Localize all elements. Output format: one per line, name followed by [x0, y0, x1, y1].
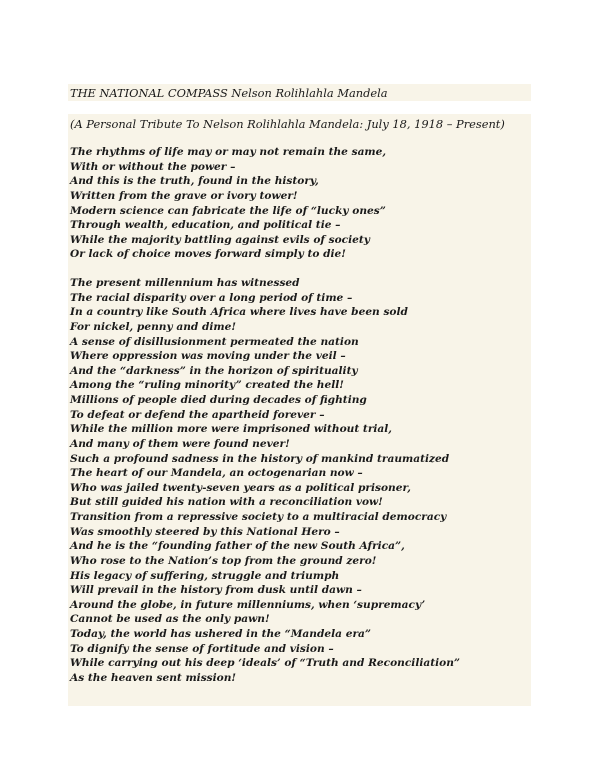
poem-line: And many of them were found never! [70, 437, 290, 450]
poem-line: And he is the “founding father of the new South Africa”, [70, 540, 405, 553]
poem-line: Where oppression was moving under the veil – [70, 350, 346, 363]
poem-line: Cannot be used as the only pawn! [70, 613, 270, 626]
poem-line: Such a profound sadness in the history of mankind traumatized [70, 452, 450, 465]
poem-title: THE NATIONAL COMPASS Nelson Rolihlahla Mandela [70, 86, 388, 100]
poem-line: Written from the grave or ivory tower! [70, 189, 298, 202]
poem-line: And the “darkness” in the horizon of spirituality [70, 364, 358, 377]
poem-line: Who was jailed twenty-seven years as a political prisoner, [70, 481, 411, 494]
poem-line: While carrying out his deep ‘ideals’ of “Truth and Reconciliation” [70, 657, 461, 670]
poem-line: To dignify the sense of fortitude and vision – [70, 642, 334, 655]
poem-line: And this is the truth, found in the history, [70, 175, 319, 188]
poem-line: Today, the world has ushered in the “Mandela era” [70, 628, 372, 640]
poem-line: To defeat or defend the apartheid forever – [70, 408, 325, 421]
poem-line: Was smoothly steered by this National Hero – [70, 525, 340, 538]
poem-line: The heart of our Mandela, an octogenarian now – [70, 467, 363, 480]
poem-line: A sense of disillusionment permeated the nation [70, 335, 359, 348]
poem-line: Modern science can fabricate the life of “lucky ones” [70, 204, 386, 217]
stanza-1 [70, 145, 386, 262]
poem-line: Who rose to the Nation’s top from the ground zero! [70, 554, 377, 567]
poem-line: The racial disparity over a long period of time – [70, 291, 353, 304]
poem-line: Will prevail in the history from dusk until dawn – [70, 584, 362, 597]
poem-line: Or lack of choice moves forward simply to die! [70, 248, 346, 261]
poem-line: As the heaven sent mission! [70, 671, 237, 684]
poem-line: While the million more were imprisoned without trial, [70, 423, 392, 436]
poem-subtitle: (A Personal Tribute To Nelson Rolihlahla Mandela: July 18, 1918 – Present) [70, 117, 505, 131]
poem-line: The rhythms of life may or may not remain the same, [70, 146, 387, 158]
poem-line: Around the globe, in future millenniums, when ‘supremacy’ [70, 598, 426, 611]
poem-line: With or without the power – [70, 160, 236, 173]
poem-line: For nickel, penny and dime! [70, 320, 237, 333]
poem-line: The present millennium has witnessed [70, 277, 300, 289]
poem-line: While the majority battling against evils of society [70, 233, 370, 246]
poem-line: Among the “ruling minority” created the hell! [70, 379, 344, 392]
poem-line: Millions of people died during decades of fighting [70, 394, 367, 406]
poem-line: Transition from a repressive society to a multiracial democracy [70, 511, 447, 523]
poem-line: Through wealth, education, and political tie – [70, 219, 341, 232]
poem-line: In a country like South Africa where lives have been sold [70, 306, 408, 319]
poem-line: His legacy of suffering, struggle and triumph [70, 569, 340, 582]
poem-line: But still guided his nation with a reconciliation vow! [70, 496, 383, 509]
stanza-2 [70, 276, 460, 686]
